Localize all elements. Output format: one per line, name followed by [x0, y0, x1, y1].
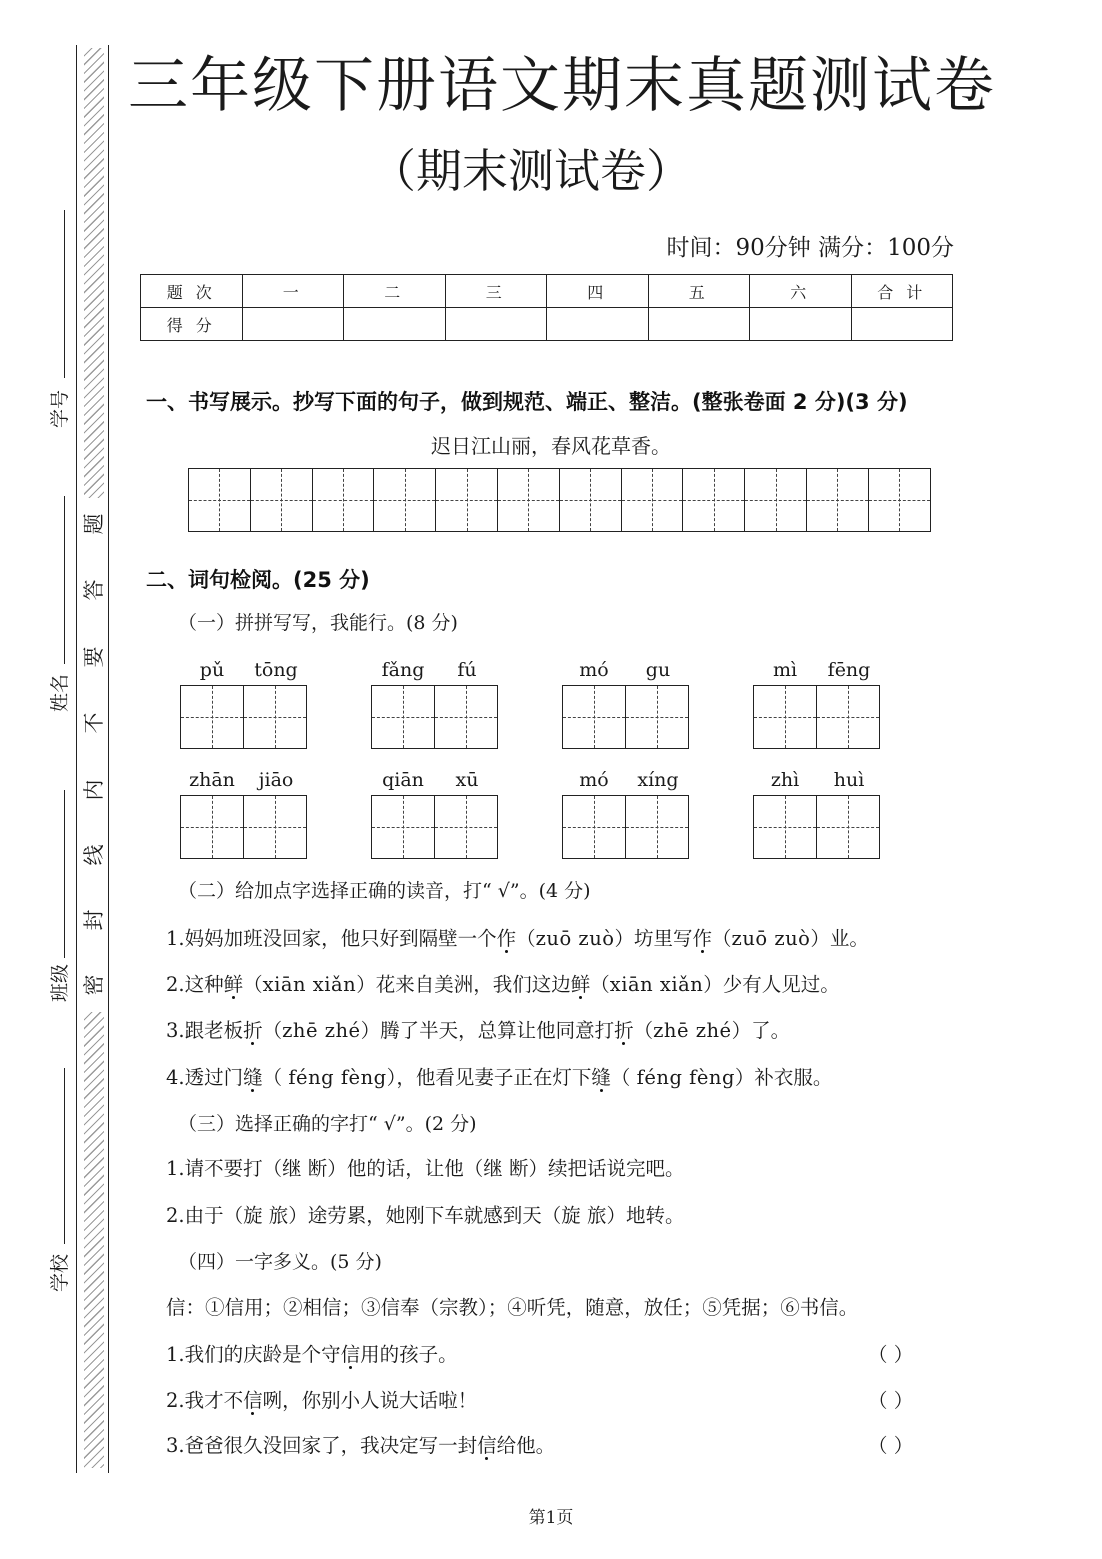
item-text: ）花来自美洲，我们这边	[356, 973, 571, 996]
character-box[interactable]	[563, 796, 626, 858]
seal-hatch-top	[84, 48, 104, 498]
character-box[interactable]	[435, 686, 498, 748]
item-text: ）补衣服。	[734, 1066, 833, 1089]
polysemy-item	[166, 1341, 458, 1369]
score-row-label: 得 分	[141, 308, 243, 341]
reading-choice-item	[166, 1017, 790, 1045]
pinyin-labels	[371, 767, 499, 793]
char-choice-item-2[interactable]: 2.由于（旋 旅）途劳累，她刚下车就感到天（旋 旅）地转。	[166, 1204, 685, 1227]
binding-line-inner	[108, 45, 109, 1473]
grid-cell[interactable]	[498, 469, 560, 531]
character-box[interactable]	[244, 796, 307, 858]
character-box[interactable]	[372, 686, 435, 748]
item-text: 3.	[166, 1019, 185, 1042]
character-box[interactable]	[817, 686, 880, 748]
pinyin-syllable: mó	[579, 659, 609, 681]
grid-cell[interactable]	[560, 469, 622, 531]
character-boxes	[562, 795, 689, 859]
pinyin-option[interactable]: zuō zuò	[731, 927, 811, 950]
pinyin-labels	[180, 657, 308, 683]
item-text: 2.	[166, 973, 185, 996]
character-boxes	[371, 795, 498, 859]
pinyin-option[interactable]: zuō zuò	[535, 927, 615, 950]
item-text: （	[516, 927, 536, 950]
polysemy-item	[166, 1432, 555, 1460]
item-text: （	[262, 1066, 289, 1089]
score-cell-3[interactable]	[445, 308, 547, 341]
character-boxes	[562, 685, 689, 749]
item-text: ）坊里写	[614, 927, 693, 950]
answer-bracket[interactable]: （ ）	[868, 1434, 914, 1457]
pinyin-option[interactable]: féng fèng	[288, 1066, 387, 1089]
score-cell-4[interactable]	[547, 308, 649, 341]
item-text: （	[712, 927, 732, 950]
student-id-line[interactable]	[64, 210, 65, 378]
name-label: 姓名	[49, 674, 71, 713]
binding-line-outer	[76, 45, 77, 1473]
reading-choice-item	[166, 971, 840, 999]
character-box[interactable]	[754, 686, 817, 748]
character-box[interactable]	[626, 796, 689, 858]
item-text: 咧，你别小人说大话啦！	[262, 1389, 478, 1412]
item-text: ）业。	[810, 927, 869, 950]
character-box[interactable]	[181, 686, 244, 748]
item-text: 这种	[184, 973, 224, 996]
item-text: （	[610, 1066, 637, 1089]
school-label: 学校	[49, 1254, 71, 1293]
pinyin-syllable: jiāo	[258, 769, 294, 791]
item-text: ）了。	[731, 1019, 791, 1042]
score-col-4: 四	[547, 275, 649, 308]
grid-cell[interactable]	[745, 469, 807, 531]
section-1-heading: 一、书写展示。抄写下面的句子，做到规范、端正、整洁。(整张卷面 2 分)(3 分)	[146, 390, 908, 414]
part-2-heading: （二）给加点字选择正确的读音，打“ √”。(4 分)	[178, 880, 591, 902]
grid-cell[interactable]	[683, 469, 745, 531]
score-col-2: 二	[344, 275, 446, 308]
seal-char-bu: 不	[82, 712, 106, 734]
score-cell-1[interactable]	[242, 308, 344, 341]
pinyin-syllable: gu	[645, 659, 671, 681]
character-boxes	[180, 685, 307, 749]
score-table	[140, 274, 953, 341]
item-text: （	[633, 1019, 654, 1042]
grid-cell[interactable]	[436, 469, 498, 531]
pinyin-syllable: mó	[579, 769, 609, 791]
char-choice-item-1[interactable]: 1.请不要打（继 断）他的话，让他（继 断）续把话说完吧。	[166, 1157, 685, 1180]
score-col-1: 一	[242, 275, 344, 308]
polysemy-item	[166, 1387, 477, 1415]
pinyin-syllable: xíng	[637, 769, 679, 791]
pinyin-syllable: mì	[772, 659, 798, 681]
score-col-6: 六	[750, 275, 852, 308]
pinyin-syllable: pǔ	[199, 659, 225, 681]
item-text: 2.我才不	[166, 1389, 244, 1412]
part-4-heading: （四）一字多义。(5 分)	[178, 1251, 382, 1273]
dotted-character: 信	[243, 1389, 263, 1412]
seal-char-ti: 题	[82, 513, 106, 535]
answer-bracket[interactable]: （ ）	[868, 1343, 914, 1366]
pinyin-option[interactable]: xiān xiǎn	[609, 973, 704, 996]
score-cell-5[interactable]	[648, 308, 750, 341]
item-text: 1.我们的庆龄是个守	[166, 1343, 341, 1366]
dotted-character: 信	[340, 1343, 361, 1366]
pinyin-labels	[753, 657, 881, 683]
character-box[interactable]	[754, 796, 817, 858]
item-text: ），他看见妻子正在灯下	[386, 1066, 592, 1089]
exam-title: 三年级下册语文期末真题测试卷	[128, 51, 996, 121]
grid-cell[interactable]	[622, 469, 684, 531]
item-text: ）少有人见过。	[703, 973, 840, 996]
score-table-header-row	[141, 275, 953, 308]
character-boxes	[753, 685, 880, 749]
score-cell-6[interactable]	[750, 308, 852, 341]
character-box[interactable]	[181, 796, 244, 858]
seal-hatch-bottom	[84, 1012, 104, 1468]
item-text: 3.爸爸很久没回家了，我决定写一封	[166, 1434, 478, 1457]
grid-cell[interactable]	[374, 469, 436, 531]
character-box[interactable]	[563, 686, 626, 748]
copy-sentence-text: 迟日江山丽，春风花草香。	[431, 434, 671, 458]
score-col-3: 三	[445, 275, 547, 308]
part-3-heading: （三）选择正确的字打“ √”。(2 分)	[178, 1113, 477, 1135]
score-cell-2[interactable]	[344, 308, 446, 341]
time-score-info: 时间：90分钟 满分：100分	[666, 235, 954, 261]
pinyin-syllable: tōng	[254, 659, 298, 681]
score-table-score-row	[141, 308, 953, 341]
copy-writing-grid[interactable]	[188, 468, 931, 532]
item-text: ）腾了半天，总算让他同意打	[360, 1019, 615, 1042]
dotted-character: 鲜	[223, 973, 244, 996]
pinyin-syllable: fēng	[827, 659, 871, 681]
item-text: 透过门	[184, 1066, 244, 1089]
dotted-character: 缝	[591, 1066, 611, 1089]
score-col-total: 合 计	[851, 275, 953, 308]
grid-cell[interactable]	[313, 469, 375, 531]
pinyin-option[interactable]: xiān xiǎn	[262, 973, 357, 996]
item-text: 用的孩子。	[360, 1343, 458, 1366]
pinyin-syllable: huì	[833, 769, 865, 791]
seal-char-xian: 线	[82, 844, 106, 866]
school-line[interactable]	[64, 1068, 65, 1244]
reading-choice-item	[166, 925, 869, 953]
item-text: 给他。	[496, 1434, 556, 1457]
reading-choice-item	[166, 1064, 832, 1092]
exam-subtitle: （期末测试卷）	[370, 144, 692, 198]
pinyin-syllable: fú	[457, 659, 477, 681]
part-1-heading: （一）拼拼写写，我能行。(8 分)	[178, 612, 458, 634]
class-line[interactable]	[64, 790, 65, 958]
seal-char-da: 答	[82, 579, 106, 601]
pinyin-labels	[562, 657, 690, 683]
seal-char-yao: 要	[82, 646, 106, 668]
name-line[interactable]	[64, 496, 65, 664]
pinyin-syllable: zhì	[770, 769, 800, 791]
item-text: 妈妈加班没回家，他只好到隔壁一个	[184, 927, 497, 950]
section-2-heading: 二、词句检阅。(25 分)	[146, 568, 370, 592]
pinyin-labels	[562, 767, 690, 793]
character-box[interactable]	[372, 796, 435, 858]
seal-char-feng: 封	[82, 909, 106, 931]
pinyin-option[interactable]: zhē zhé	[282, 1019, 361, 1042]
character-box[interactable]	[244, 686, 307, 748]
grid-cell[interactable]	[189, 469, 251, 531]
dotted-character: 作	[692, 927, 713, 950]
character-box[interactable]	[435, 796, 498, 858]
score-col-label: 题 次	[141, 275, 243, 308]
item-text: 4.	[166, 1066, 185, 1089]
grid-cell[interactable]	[869, 469, 931, 531]
pinyin-syllable: qiān	[382, 769, 424, 791]
pinyin-syllable: zhān	[189, 769, 235, 791]
pinyin-labels	[753, 767, 881, 793]
dotted-character: 折	[243, 1019, 263, 1042]
dotted-character: 信	[477, 1434, 497, 1457]
character-box[interactable]	[626, 686, 689, 748]
score-cell-total[interactable]	[851, 308, 953, 341]
item-text: （	[262, 1019, 283, 1042]
score-col-5: 五	[648, 275, 750, 308]
polysemy-definition: 信：①信用；②相信；③信奉（宗教）；④听凭，随意，放任；⑤凭据；⑥书信。	[166, 1296, 859, 1319]
item-text: 1.	[166, 927, 185, 950]
character-boxes	[180, 795, 307, 859]
pinyin-syllable: fǎng	[381, 659, 425, 681]
grid-cell[interactable]	[251, 469, 313, 531]
dotted-character: 鲜	[570, 973, 591, 996]
pinyin-option[interactable]: zhē zhé	[653, 1019, 732, 1042]
copy-sentence	[0, 432, 1102, 460]
grid-cell[interactable]	[807, 469, 869, 531]
pinyin-labels	[180, 767, 308, 793]
character-boxes	[753, 795, 880, 859]
item-text: 跟老板	[184, 1019, 244, 1042]
pinyin-syllable: xū	[455, 769, 479, 791]
answer-bracket[interactable]: （ ）	[868, 1389, 914, 1412]
character-boxes	[371, 685, 498, 749]
character-box[interactable]	[817, 796, 880, 858]
item-text: （	[243, 973, 263, 996]
seal-char-nei: 内	[82, 779, 106, 801]
pinyin-option[interactable]: féng fèng	[636, 1066, 735, 1089]
pinyin-labels	[371, 657, 499, 683]
dotted-character: 缝	[243, 1066, 263, 1089]
seal-char-mi: 密	[82, 974, 106, 996]
page-number: 第1页	[528, 1508, 574, 1528]
dotted-character: 作	[496, 927, 517, 950]
dotted-character: 折	[614, 1019, 634, 1042]
student-id-label: 学号	[49, 390, 71, 429]
item-text: （	[590, 973, 610, 996]
class-label: 班级	[49, 964, 71, 1003]
